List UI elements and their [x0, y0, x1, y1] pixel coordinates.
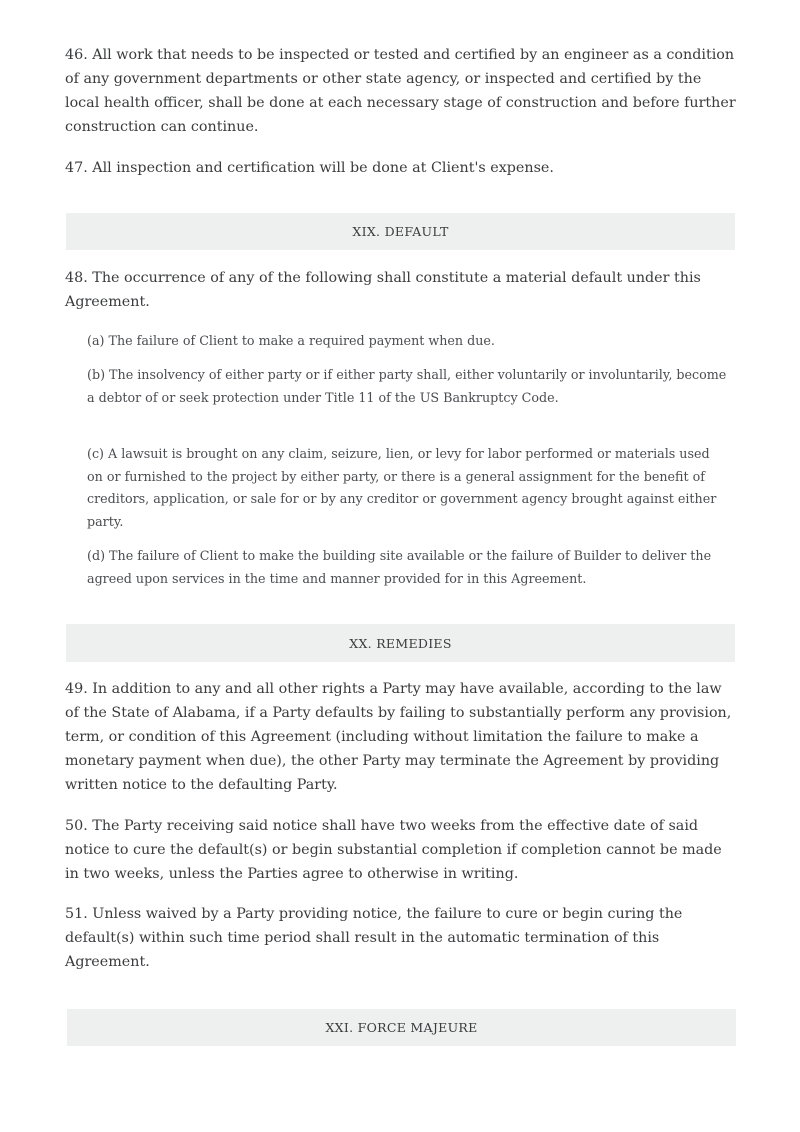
section-heading-force-majeure: [67, 1009, 736, 1046]
paragraph-48: 48. The occurrence of any of the following shall constitute a material default under this Agreement.: [65, 270, 701, 310]
paragraph-47: 47. All inspection and certification will be done at Client's expense.: [65, 160, 554, 176]
paragraph-46: 46. All work that needs to be inspected or tested and certified by an engineer as a condition of any government departments or other state agency, or inspected and certified by the local health officer, shall be done at each necessary stage of construction and before further construction can continue.: [65, 47, 736, 135]
paragraph-48a: (a) The failure of Client to make a required payment when due.: [87, 333, 495, 348]
paragraph-49: 49. In addition to any and all other rights a Party may have available, according to the law of the State of Alabama, if a Party defaults by failing to substantially perform any provision, term, or condition of this Agreement (including without limitation the failure to make a monetary payment when due), the other Party may terminate the Agreement by providing written notice to the defaulting Party.: [65, 681, 732, 793]
section-heading-default: [66, 213, 735, 250]
paragraph-50: 50. The Party receiving said notice shall have two weeks from the effective date of said notice to cure the default(s) or begin substantial completion if completion cannot be made in two weeks, unless the Parties agree to otherwise in writing.: [65, 818, 722, 882]
section-heading-remedies: [66, 624, 735, 662]
paragraph-51: 51. Unless waived by a Party providing notice, the failure to cure or begin curing the default(s) within such time period shall result in the automatic termination of this Agreement.: [65, 906, 683, 970]
section-heading-text: XXI. FORCE MAJEURE: [325, 1020, 478, 1035]
paragraph-48d: (d) The failure of Client to make the building site available or the failure of Builder to deliver the agreed upon services in the time and manner provided for in this Agreement.: [87, 548, 712, 586]
section-heading-text: XX. REMEDIES: [349, 635, 452, 651]
paragraph-48b: (b) The insolvency of either party or if either party shall, either voluntarily or involuntarily, become a debtor of or seek protection under Title 11 of the US Bankruptcy Code.: [87, 367, 727, 405]
paragraph-48c: (c) A lawsuit is brought on any claim, seizure, lien, or levy for labor performed or materials used on or furnished to the project by either party, or there is a general assignment for the benefit of creditors, application, or sale for or by any creditor or government agency brought against either party.: [87, 446, 717, 530]
section-heading-text: XIX. DEFAULT: [352, 224, 449, 239]
